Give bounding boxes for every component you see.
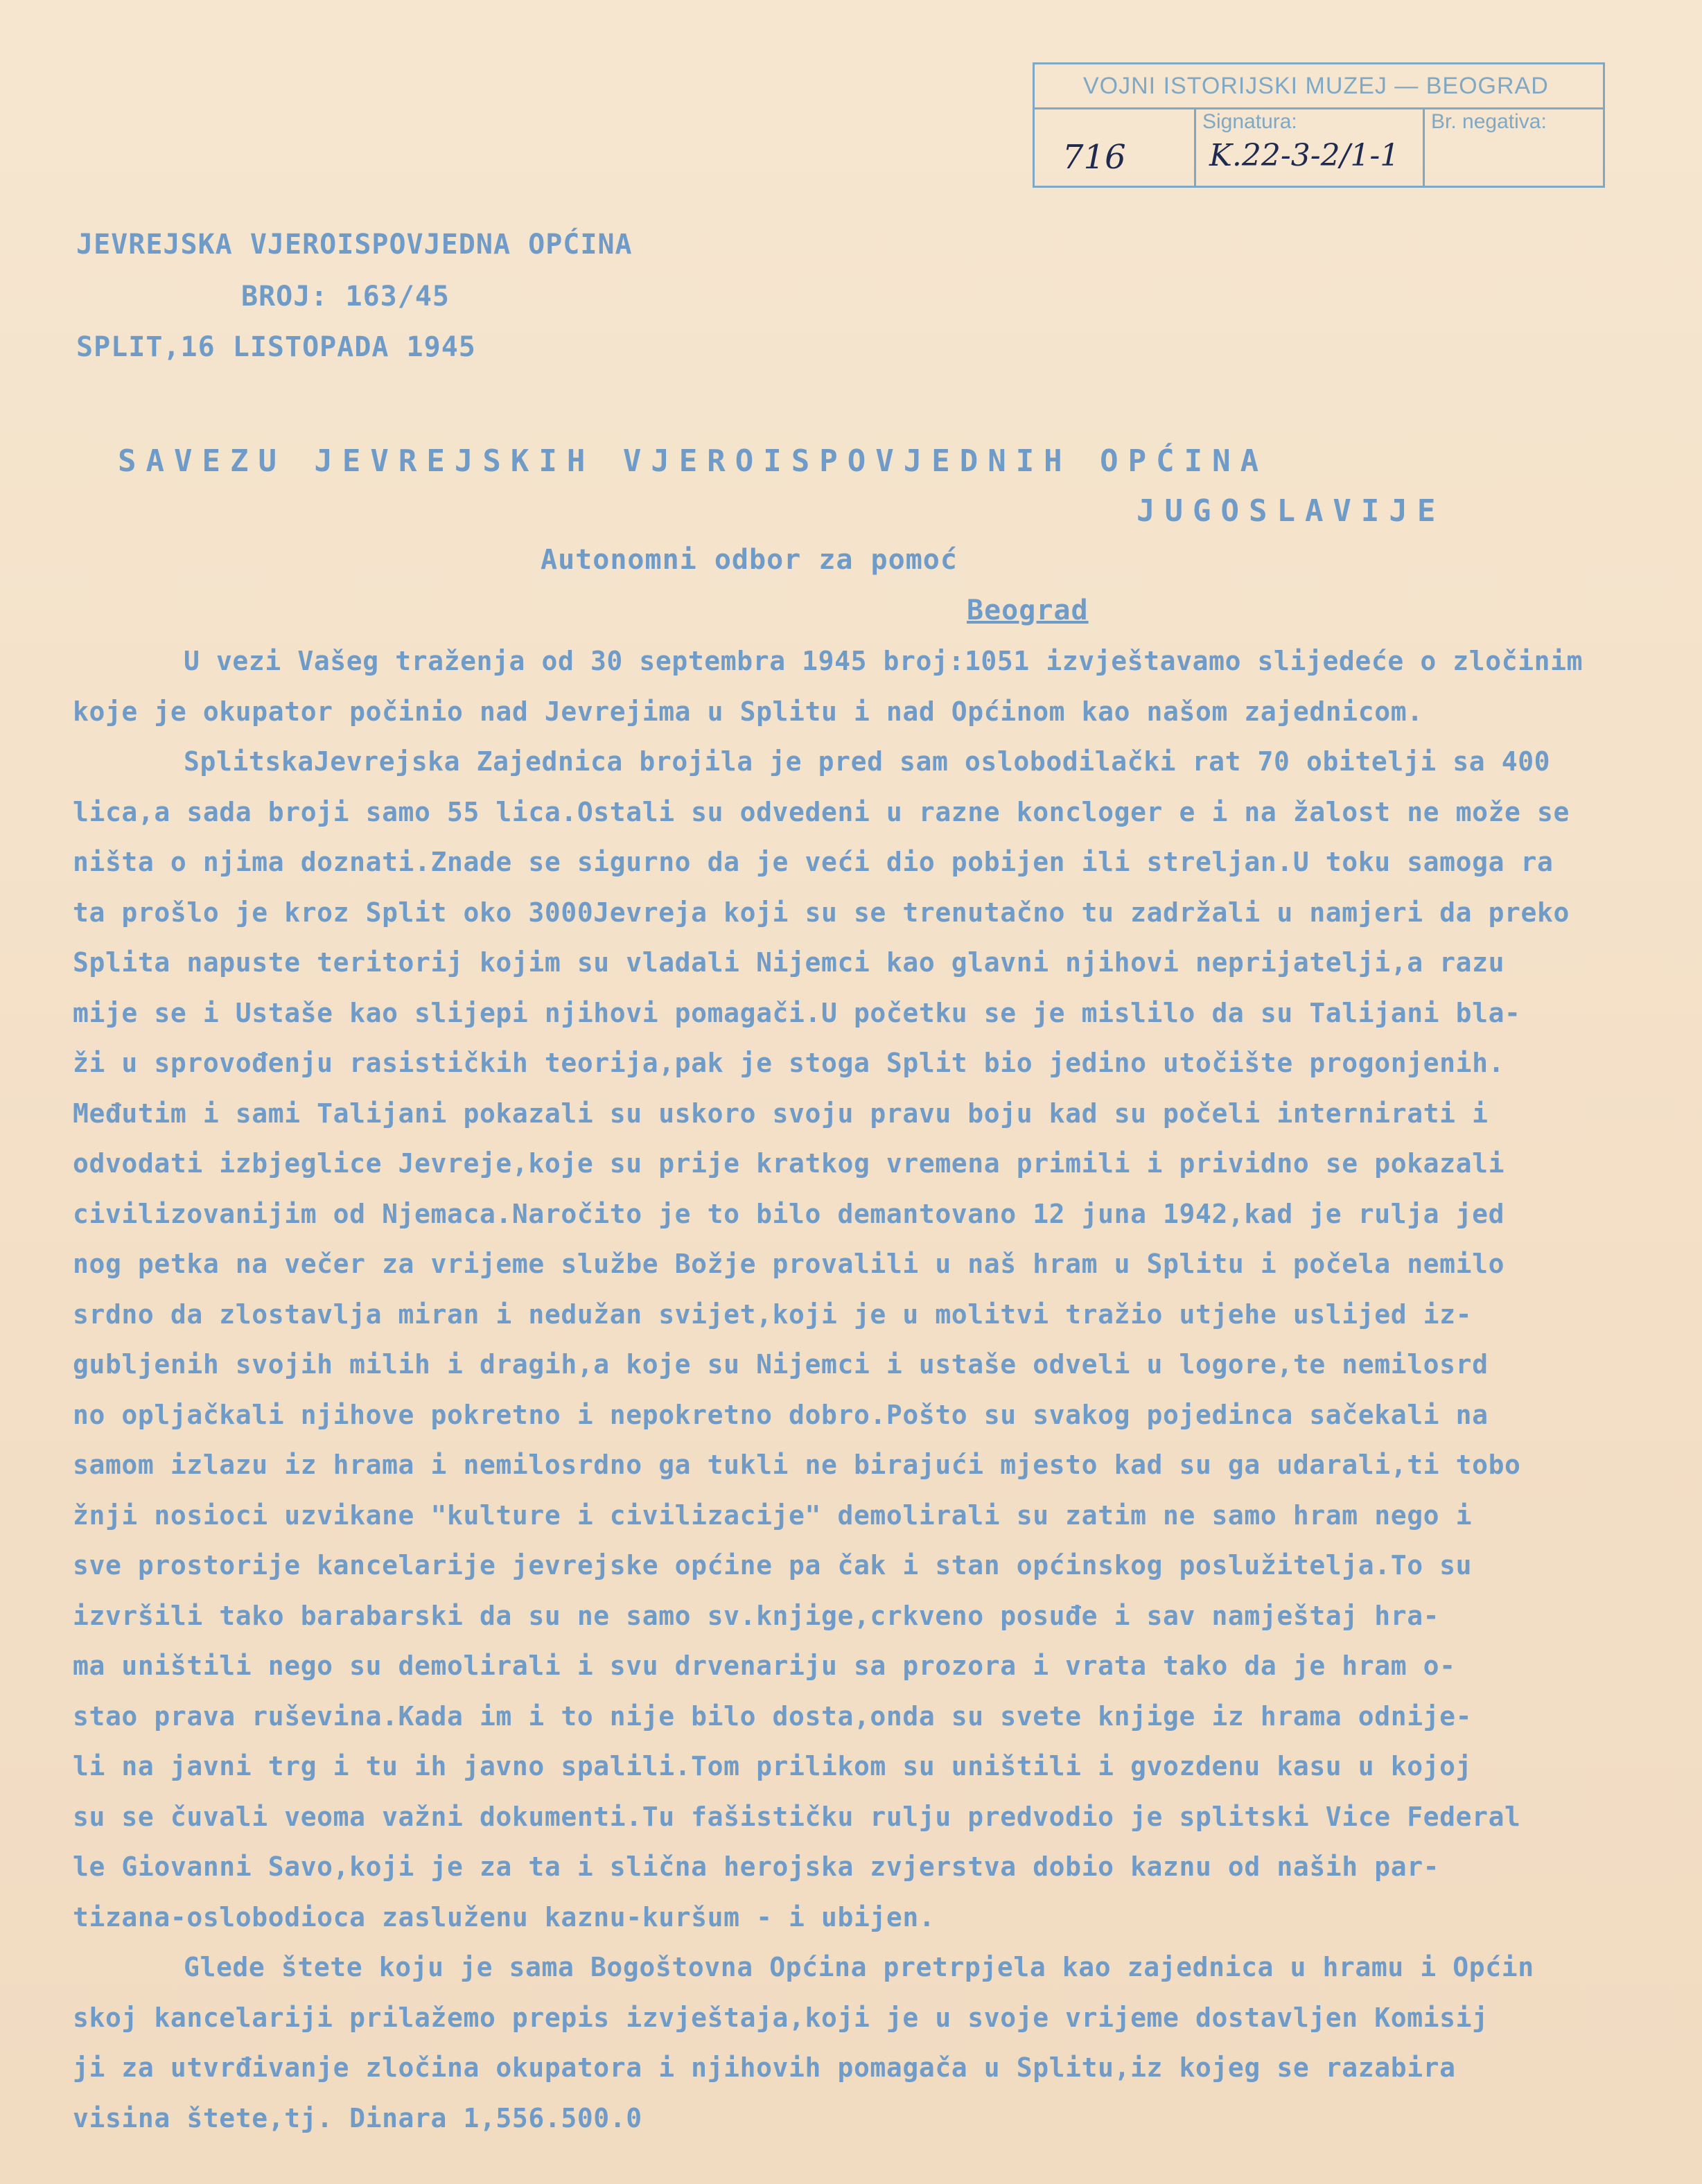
- addressee-city: Beograd: [967, 595, 1089, 626]
- body-line: U vezi Vašeg traženja od 30 septembra 1945 broj:1051 izvještavamo slijedeće o zločinim: [184, 646, 1583, 676]
- body-line: ništa o njima doznati.Znade se sigurno da je veći dio pobijen ili streljan.U toku samoga ra: [73, 847, 1554, 877]
- place-and-date: SPLIT,16 LISTOPADA 1945: [76, 331, 476, 363]
- stamp-cell-signature-value: K.22-3-2/1-1: [1209, 138, 1400, 173]
- addressee-line-2: JUGOSLAVIJE: [1137, 493, 1446, 529]
- body-line: mije se i Ustaše kao slijepi njihovi pomagači.U početku se je mislilo da su Talijani bla-: [73, 998, 1521, 1028]
- addressee-line-3: Autonomni odbor za pomoć: [541, 544, 958, 576]
- body-line: srdno da zlostavlja miran i nedužan svijet,koji je u molitvi tražio utjehe uslijed iz-: [73, 1299, 1473, 1330]
- body-line: su se čuvali veoma važni dokumenti.Tu fašističku rulju predvodio je splitski Vice Federal: [73, 1802, 1521, 1832]
- body-line: ji za utvrđivanje zločina okupatora i njihovih pomagača u Splitu,iz kojeg se razabira: [73, 2052, 1456, 2083]
- body-line: li na javni trg i tu ih javno spalili.Tom prilikom su uništili i gvozdenu kasu u kojoj: [73, 1751, 1473, 1781]
- stamp-cell-number: [1035, 107, 1196, 186]
- body-line: sve prostorije kancelarije jevrejske općine pa čak i stan općinskog poslužitelja.To su: [73, 1550, 1473, 1580]
- reference-number: BROJ: 163/45: [241, 281, 450, 312]
- body-line: visina štete,tj. Dinara 1,556.500.0: [73, 2103, 642, 2133]
- stamp-cell-signature: [1194, 107, 1425, 186]
- body-line: tizana-oslobodioca zasluženu kaznu-kuršum - i ubijen.: [73, 1902, 936, 1932]
- body-line: skoj kancelariji prilažemo prepis izvještaja,koji je u svoje vrijeme dostavljen Komisij: [73, 2002, 1489, 2033]
- body-line: odvodati izbjeglice Jevreje,koje su prije kratkog vremena primili i prividno se pokazali: [73, 1148, 1505, 1179]
- body-line: ma uništili nego su demolirali i svu drvenariju sa prozora i vrata tako da je hram o-: [73, 1650, 1456, 1681]
- body-line: nog petka na večer za vrijeme službe Božje provalili u naš hram u Splitu i počela nemilo: [73, 1249, 1505, 1279]
- stamp-cell-negative-label: Br. negativa:: [1431, 110, 1547, 133]
- body-line: ta prošlo je kroz Split oko 3000Jevreja koji su se trenutačno tu zadržali u namjeri da preko: [73, 897, 1570, 928]
- body-line: žnji nosioci uzvikane "kulture i civilizacije" demolirali su zatim ne samo hram nego i: [73, 1500, 1473, 1531]
- stamp-cell-number-value: 716: [1062, 138, 1126, 177]
- stamp-cell-negative: [1423, 107, 1601, 186]
- body-line: Splita napuste teritorij kojim su vladali Nijemci kao glavni njihovi neprijatelji,a razu: [73, 947, 1505, 978]
- stamp-cell-signature-label: Signatura:: [1202, 110, 1297, 133]
- archive-stamp: [1033, 62, 1605, 188]
- body-line: samom izlazu iz hrama i nemilosrdno ga tukli ne birajući mjesto kad su ga udarali,ti tobo: [73, 1450, 1521, 1480]
- body-line: no opljačkali njihove pokretno i nepokretno dobro.Pošto su svakog pojedinca sačekali na: [73, 1400, 1489, 1430]
- sender-organization: JEVREJSKA VJEROISPOVJEDNA OPĆINA: [76, 229, 633, 261]
- body-line: koje je okupator počinio nad Jevrejima u Splitu i nad Općinom kao našom zajednicom.: [73, 696, 1423, 727]
- stamp-header: [1035, 64, 1603, 109]
- body-line: izvršili tako barabarski da su ne samo sv.knjige,crkveno posuđe i sav namještaj hra-: [73, 1601, 1440, 1631]
- body-line: le Giovanni Savo,koji je za ta i slična herojska zvjerstva dobio kaznu od naših par-: [73, 1851, 1440, 1882]
- stamp-header-text: VOJNI ISTORIJSKI MUZEJ — BEOGRAD: [1083, 73, 1549, 99]
- body-line: lica,a sada broji samo 55 lica.Ostali su odvedeni u razne koncloger e i na žalost ne može se: [73, 797, 1570, 827]
- body-line: Međutim i sami Talijani pokazali su uskoro svoju pravu boju kad su počeli internirati i: [73, 1098, 1489, 1129]
- body-line: stao prava ruševina.Kada im i to nije bilo dosta,onda su svete knjige iz hrama odnije-: [73, 1701, 1473, 1732]
- body-line: SplitskaJevrejska Zajednica brojila je pred sam oslobodilački rat 70 obitelji sa 400: [184, 746, 1551, 777]
- addressee-line-1: SAVEZU JEVREJSKIH VJEROISPOVJEDNIH OPĆINA: [118, 443, 1269, 479]
- body-line: ži u sprovođenju rasističkih teorija,pak je stoga Split bio jedino utočište progonjenih.: [73, 1048, 1505, 1078]
- body-line: civilizovanijim od Njemaca.Naročito je to bilo demantovano 12 juna 1942,kad je rulja jed: [73, 1199, 1505, 1229]
- body-line: gubljenih svojih milih i dragih,a koje su Nijemci i ustaše odveli u logore,te nemilosrd: [73, 1349, 1489, 1380]
- body-line: Glede štete koju je sama Bogoštovna Općina pretrpjela kao zajednica u hramu i Općin: [184, 1952, 1534, 1982]
